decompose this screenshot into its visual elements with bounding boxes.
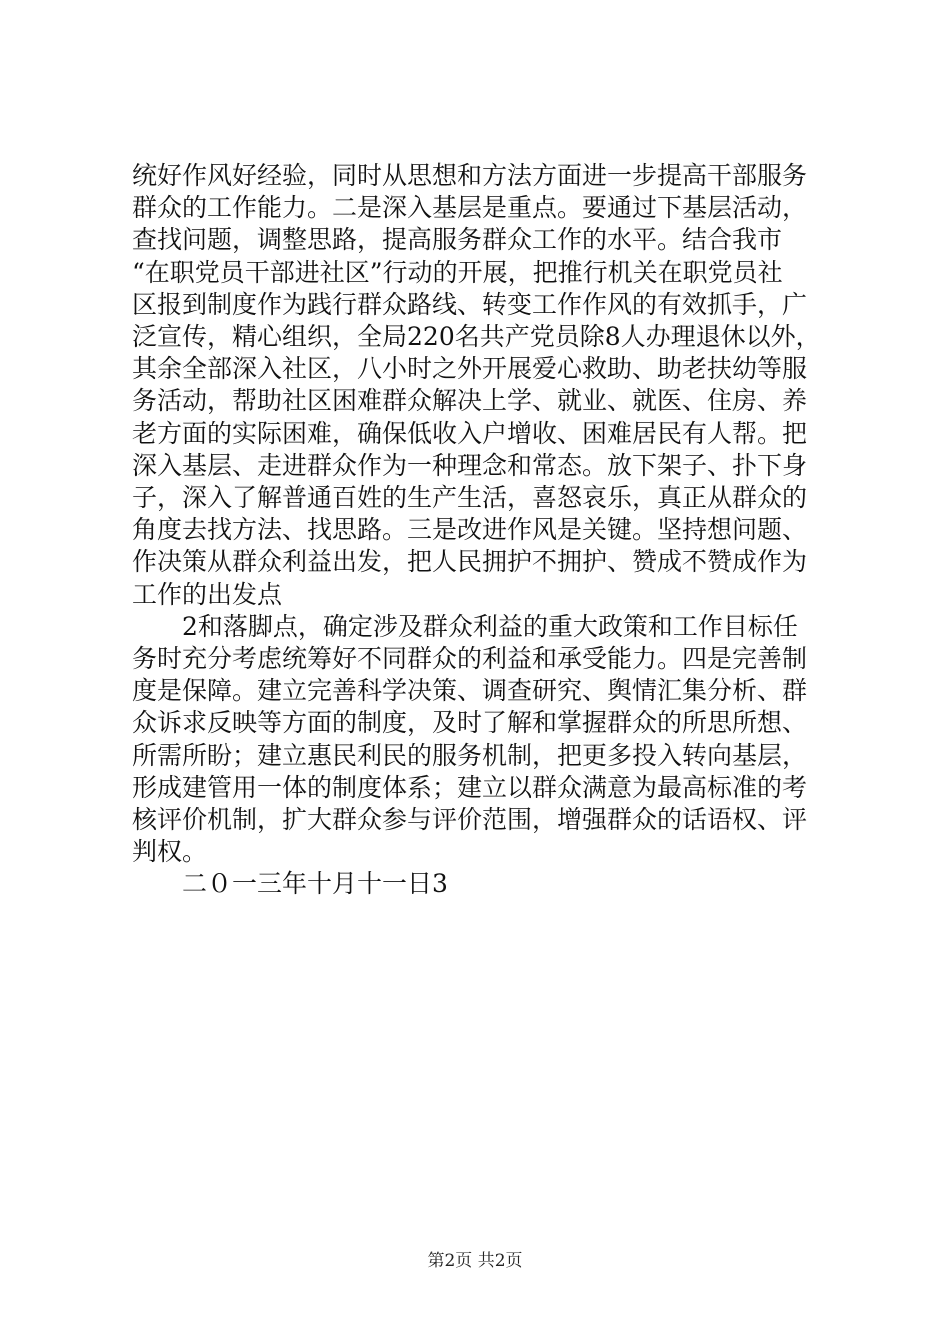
text-line: 群众的工作能力。二是深入基层是重点。要通过下基层活动， [132, 193, 808, 223]
text-line: 区报到制度作为践行群众路线、转变工作作风的有效抓手，广 [132, 289, 808, 319]
page-footer: 第2页 共2页 [427, 1251, 523, 1271]
text-line: 务时充分考虑统筹好不同群众的利益和承受能力。四是完善制 [132, 644, 808, 674]
text-line: 查找问题，调整思路，提高服务群众工作的水平。结合我市 [132, 225, 783, 255]
text-line: 务活动，帮助社区困难群众解决上学、就业、就医、住房、养 [132, 386, 808, 416]
text-line: 2和落脚点，确定涉及群众利益的重大政策和工作目标任 [182, 611, 798, 641]
text-line: 其余全部深入社区，八小时之外开展爱心救助、助老扶幼等服 [132, 354, 808, 384]
text-line: 老方面的实际困难，确保低收入户增收、困难居民有人帮。把 [132, 418, 808, 448]
text-line: 泛宣传，精心组织，全局220名共产党员除8人办理退休以外， [132, 322, 821, 352]
text-line: 统好作风好经验，同时从思想和方法方面进一步提高干部服务 [132, 161, 808, 190]
text-line: 角度去找方法、找思路。三是改进作风是关键。坚持想问题、 [132, 515, 808, 545]
document-body [132, 160, 852, 901]
text-line: 众诉求反映等方面的制度，及时了解和掌握群众的所思所想、 [132, 708, 808, 738]
text-line: 判权。 [132, 837, 208, 867]
text-line: 所需所盼；建立惠民利民的服务机制，把更多投入转向基层， [132, 740, 808, 770]
text-line: 子，深入了解普通百姓的生产生活，喜怒哀乐，真正从群众的 [132, 483, 808, 513]
text-line: “在职党员干部进社区”行动的开展，把推行机关在职党员社 [132, 257, 783, 287]
text-line: 作决策从群众利益出发，把人民拥护不拥护、赞成不赞成作为 [132, 547, 808, 577]
text-line: 工作的出发点 [132, 579, 283, 609]
text-line: 度是保障。建立完善科学决策、调查研究、舆情汇集分析、群 [132, 676, 808, 706]
text-line: 核评价机制，扩大群众参与评价范围，增强群众的话语权、评 [132, 805, 808, 835]
text-line: 形成建管用一体的制度体系；建立以群众满意为最高标准的考 [132, 772, 808, 802]
text-line: 二０一三年十月十一日3 [182, 869, 448, 899]
text-line: 深入基层、走进群众作为一种理念和常态。放下架子、扑下身 [132, 450, 808, 480]
